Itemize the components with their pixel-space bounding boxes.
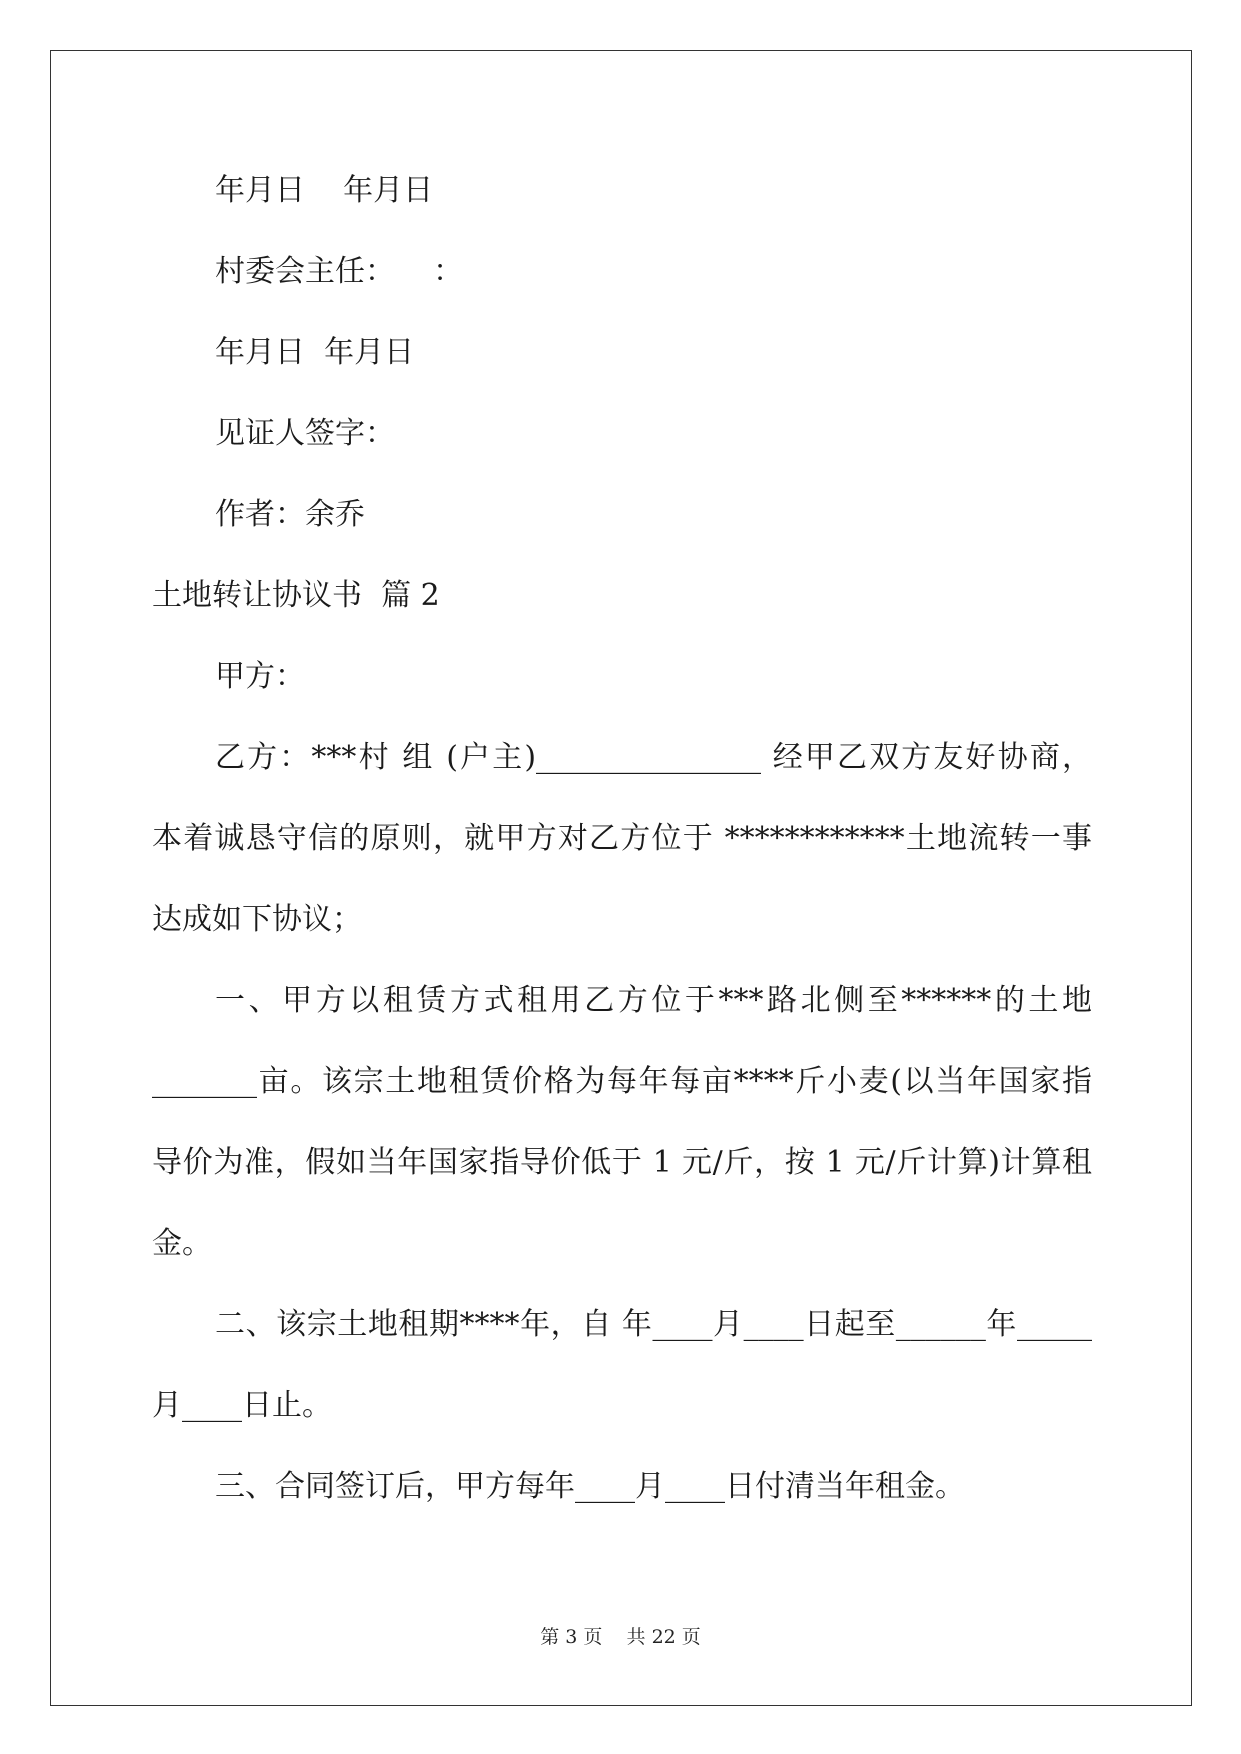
author-line: 作者：余乔 (215, 497, 365, 532)
party-b-line: 乙方：***村 组 (户主)_______________ 经甲乙双方友好协商， (215, 740, 1092, 775)
party-a-line: 甲方： (215, 659, 305, 694)
page-number-footer: 第 3 页 共 22 页 (540, 1626, 701, 1648)
clause-1-line: 金。 (152, 1226, 212, 1261)
paragraph-line: 达成如下协议； (152, 902, 362, 937)
clause-1-line: _______亩。该宗土地租赁价格为每年每亩****斤小麦(以当年国家指 (152, 1064, 1092, 1099)
clause-1-line: 导价为准，假如当年国家指导价低于 1 元/斤，按 1 元/斤计算)计算租 (152, 1145, 1092, 1180)
signature-date-line: 年月日 年月日 (215, 173, 434, 208)
village-director-line: 村委会主任： ： (215, 254, 464, 289)
signature-date-line-2: 年月日 年月日 (215, 335, 415, 370)
paragraph-line: 本着诚恳守信的原则，就甲方对乙方位于 ************土地流转一事 (152, 821, 1092, 856)
witness-signature-line: 见证人签字： (215, 416, 395, 451)
page-border (50, 50, 1192, 1706)
clause-2-line: 二、该宗土地租期****年，自 年____月____日起至______年_____ (215, 1307, 1092, 1342)
clause-1-line: 一、甲方以租赁方式租用乙方位于***路北侧至******的土地 (215, 983, 1092, 1018)
clause-3-line: 三、合同签订后，甲方每年____月____日付清当年租金。 (215, 1469, 965, 1504)
section-title: 土地转让协议书 篇 2 (152, 578, 440, 613)
clause-2-line: 月____日止。 (152, 1388, 332, 1423)
